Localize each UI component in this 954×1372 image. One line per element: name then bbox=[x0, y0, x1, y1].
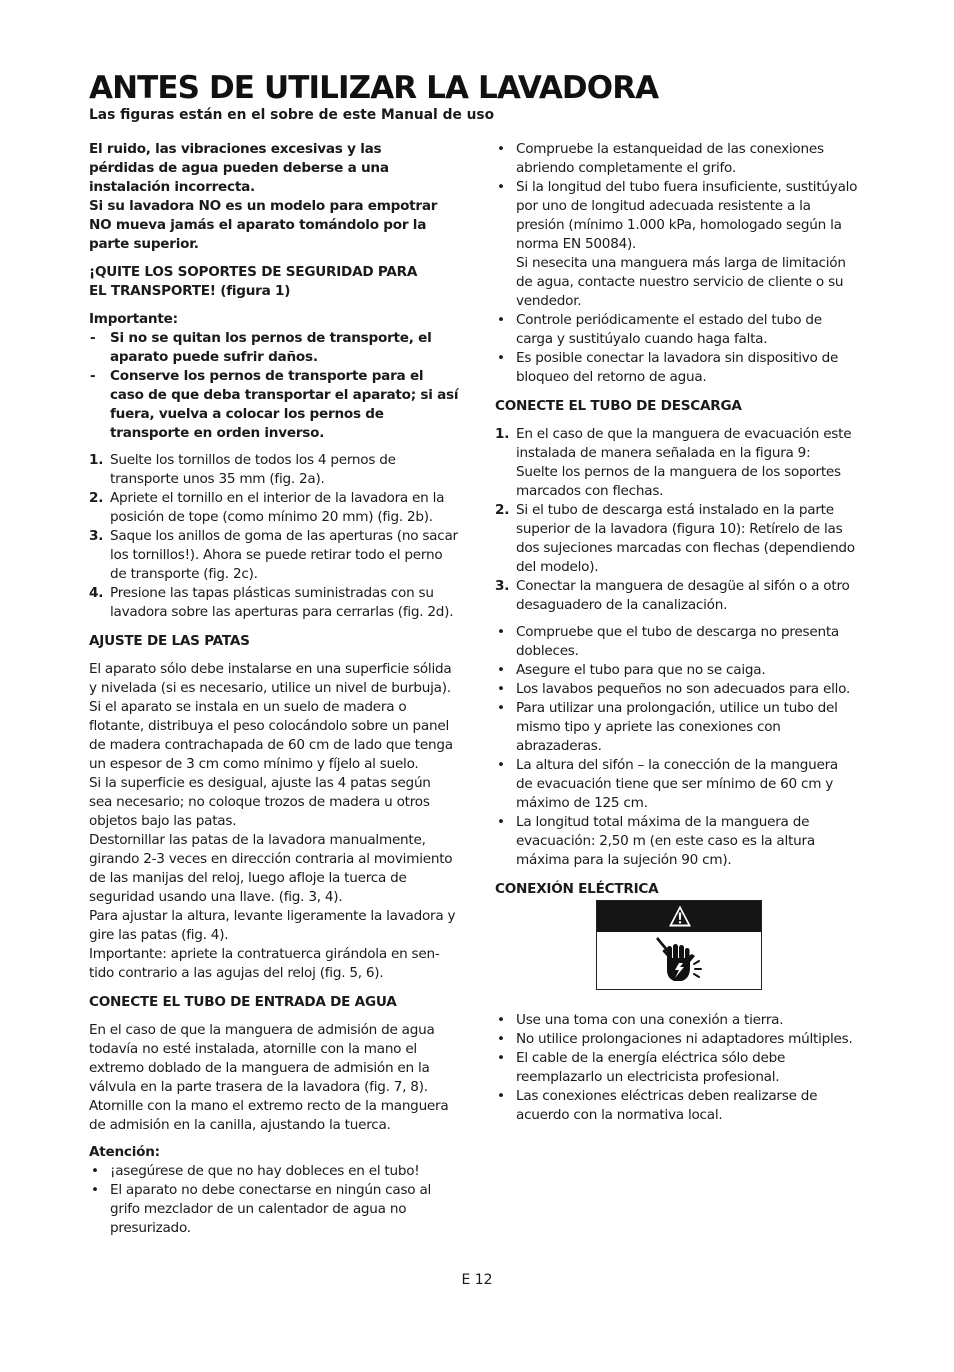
text-line: flotante, distribuya el peso colocándolo sobre un panel bbox=[89, 718, 449, 734]
intro-line: instalación incorrecta. bbox=[89, 179, 255, 195]
important-list bbox=[89, 329, 461, 443]
step-number: 3. bbox=[89, 528, 104, 544]
step-number: 1. bbox=[89, 452, 104, 468]
list-item bbox=[495, 577, 867, 615]
text-line: sea necesario; no coloque trozos de madera u otros bbox=[89, 794, 430, 810]
list-item bbox=[89, 584, 461, 622]
item-line: Compruebe la estanqueidad de las conexiones bbox=[516, 141, 824, 157]
bullet-marker: • bbox=[497, 179, 505, 195]
item-line: Suelte los pernos de la manguera de los soportes bbox=[516, 464, 841, 480]
important-label: Importante: bbox=[89, 311, 178, 327]
item-line: grifo mezclador de un calentador de agua no bbox=[110, 1201, 407, 1217]
intro-line: pérdidas de agua pueden deberse a una bbox=[89, 160, 389, 176]
item-line: del modelo). bbox=[516, 559, 599, 575]
bullet-marker: • bbox=[497, 662, 505, 678]
item-line: máxima para la sujeción 90 cm). bbox=[516, 852, 732, 868]
list-item bbox=[495, 1087, 867, 1125]
item-line: El aparato no debe conectarse en ningún caso al bbox=[110, 1182, 432, 1198]
item-line: lavadora sobre las aperturas para cerrarlas (fig. 2d). bbox=[110, 604, 454, 620]
electric-shock-hand-icon bbox=[650, 934, 710, 988]
text-line: de admisión en la canilla, ajustando la tuerca. bbox=[89, 1117, 391, 1133]
item-line: Saque los anillos de goma de las aperturas (no sacar bbox=[110, 528, 458, 544]
heading-line: ¡QUITE LOS SOPORTES DE SEGURIDAD PARA bbox=[89, 264, 418, 280]
text-line: El aparato sólo debe instalarse en una superficie sólida bbox=[89, 661, 452, 677]
drain-heading: CONECTE EL TUBO DE DESCARGA bbox=[495, 398, 742, 414]
intro-line: Si su lavadora NO es un modelo para empotrar bbox=[89, 198, 438, 214]
text-line: tido contrario a las agujas del reloj (fig. 5, 6). bbox=[89, 965, 384, 981]
item-line: Use una toma con una conexión a tierra. bbox=[516, 1012, 784, 1028]
attention-list bbox=[89, 1162, 461, 1238]
item-line: posición de tope (como mínimo 20 mm) (fig. 2b). bbox=[110, 509, 433, 525]
item-line: Si la longitud del tubo fuera insuficiente, sustitúyalo bbox=[516, 179, 858, 195]
item-line: bloqueo del retorno de agua. bbox=[516, 369, 707, 385]
text-line: Destornillar las patas de la lavadora manualmente, bbox=[89, 832, 426, 848]
item-line: norma EN 50084). bbox=[516, 236, 637, 252]
list-item bbox=[89, 329, 461, 367]
step-number: 2. bbox=[495, 502, 510, 518]
text-line: todavía no esté instalada, atornille con la mano el bbox=[89, 1041, 417, 1057]
item-line: Apriete el tornillo en el interior de la lavadora en la bbox=[110, 490, 445, 506]
item-line: Los lavabos pequeños no son adecuados para ello. bbox=[516, 681, 851, 697]
step-number: 2. bbox=[89, 490, 104, 506]
transport-steps-list bbox=[89, 451, 461, 622]
item-line: caso de que deba transportar el aparato; si así bbox=[110, 387, 459, 403]
list-item bbox=[495, 699, 867, 756]
electric-warning-pictogram bbox=[596, 900, 762, 990]
dash-marker: - bbox=[90, 330, 96, 346]
text-line: Para ajustar la altura, levante ligeramente la lavadora y bbox=[89, 908, 456, 924]
right-column bbox=[495, 140, 867, 899]
warning-banner bbox=[597, 901, 761, 932]
drain-checks-list bbox=[495, 623, 867, 870]
item-line: En el caso de que la manguera de evacuación este bbox=[516, 426, 852, 442]
item-line: vendedor. bbox=[516, 293, 582, 309]
intro-line: parte superior. bbox=[89, 236, 199, 252]
bullet-marker: • bbox=[91, 1182, 99, 1198]
text-line: objetos bajo las patas. bbox=[89, 813, 237, 829]
step-number: 3. bbox=[495, 578, 510, 594]
list-item bbox=[495, 311, 867, 349]
item-line: La altura del sifón – la conección de la manguera bbox=[516, 757, 839, 773]
bullet-marker: • bbox=[497, 814, 505, 830]
item-line: de evacuación tiene que ser mínimo de 60 cm y bbox=[516, 776, 834, 792]
list-item bbox=[89, 1181, 461, 1238]
item-line: Conectar la manguera de desagüe al sifón o a otro bbox=[516, 578, 850, 594]
item-line: presurizado. bbox=[110, 1220, 191, 1236]
electric-section bbox=[495, 1011, 867, 1125]
item-line: máximo de 125 cm. bbox=[516, 795, 648, 811]
list-item bbox=[495, 1011, 867, 1030]
bullet-marker: • bbox=[497, 141, 505, 157]
text-line: En el caso de que la manguera de admisión de agua bbox=[89, 1022, 435, 1038]
text-line: válvula en la parte trasera de la lavadora (fig. 7, 8). bbox=[89, 1079, 428, 1095]
item-line: acuerdo con la normativa local. bbox=[516, 1107, 723, 1123]
list-item bbox=[495, 425, 867, 501]
item-line: superior de la lavadora (figura 10): Retírelo de las bbox=[516, 521, 843, 537]
text-line: un espesor de 3 cm como mínimo y fíjelo al suelo. bbox=[89, 756, 419, 772]
feet-text bbox=[89, 660, 461, 983]
intro-line: NO mueva jamás el aparato tomándolo por la bbox=[89, 217, 427, 233]
heading-line: EL TRANSPORTE! (figura 1) bbox=[89, 283, 291, 299]
step-number: 4. bbox=[89, 585, 104, 601]
item-line: mismo tipo y apriete las conexiones con abrazaderas. bbox=[516, 719, 781, 754]
item-line: dos sujeciones marcadas con flechas (dependiendo bbox=[516, 540, 855, 556]
bullet-marker: • bbox=[497, 1050, 505, 1066]
item-line: por uno de longitud adecuada resistente a la bbox=[516, 198, 811, 214]
item-line: abriendo completamente el grifo. bbox=[516, 160, 736, 176]
feet-heading: AJUSTE DE LAS PATAS bbox=[89, 633, 250, 649]
item-line: aparato puede sufrir daños. bbox=[110, 349, 318, 365]
item-line: Conserve los pernos de transporte para el bbox=[110, 368, 424, 384]
item-line: ¡asegúrese de que no hay dobleces en el tubo! bbox=[110, 1163, 420, 1179]
item-line: fuera, vuelva a colocar los pernos de bbox=[110, 406, 384, 422]
page-title: ANTES DE UTILIZAR LA LAVADORA bbox=[89, 70, 659, 106]
bullet-marker: • bbox=[497, 757, 505, 773]
item-line: No utilice prolongaciones ni adaptadores múltiples. bbox=[516, 1031, 853, 1047]
text-line: de madera contrachapada de 60 cm de lado que tenga bbox=[89, 737, 453, 753]
text-line: extremo doblado de la manguera de admisión en la bbox=[89, 1060, 430, 1076]
inlet-checks-list bbox=[495, 140, 867, 387]
item-line: Asegure el tubo para que no se caiga. bbox=[516, 662, 766, 678]
item-line: La longitud total máxima de la manguera de bbox=[516, 814, 810, 830]
warning-triangle-icon bbox=[668, 904, 692, 928]
text-line: Atornille con la mano el extremo recto de la manguera bbox=[89, 1098, 449, 1114]
item-line: dobleces. bbox=[516, 643, 579, 659]
left-column bbox=[89, 140, 461, 1238]
text-line: Si el aparato se instala en un suelo de madera o bbox=[89, 699, 407, 715]
electric-heading: CONEXIÓN ELÉCTRICA bbox=[495, 881, 659, 897]
bullet-marker: • bbox=[497, 700, 505, 716]
remove-supports-heading bbox=[89, 263, 461, 301]
item-line: reemplazarlo un electricista profesional. bbox=[516, 1069, 780, 1085]
text-line: gire las patas (fig. 4). bbox=[89, 927, 229, 943]
bullet-marker: • bbox=[497, 312, 505, 328]
dash-marker: - bbox=[90, 368, 96, 384]
text-line: de las manijas del reloj, luego afloje la tuerca de bbox=[89, 870, 407, 886]
list-item bbox=[495, 1030, 867, 1049]
intro-line: El ruido, las vibraciones excesivas y las bbox=[89, 141, 382, 157]
list-item bbox=[89, 1162, 461, 1181]
item-line: Es posible conectar la lavadora sin dispositivo de bbox=[516, 350, 839, 366]
inlet-text bbox=[89, 1021, 461, 1135]
page-number: E 12 bbox=[461, 1272, 493, 1288]
text-line: Importante: apriete la contratuerca girándola en sen- bbox=[89, 946, 440, 962]
text-line: girando 2-3 veces en dirección contraria al movimiento bbox=[89, 851, 453, 867]
item-line: Compruebe que el tubo de descarga no presenta bbox=[516, 624, 839, 640]
list-item bbox=[89, 527, 461, 584]
list-item bbox=[89, 451, 461, 489]
item-line: Presione las tapas plásticas suministradas con su bbox=[110, 585, 434, 601]
text-line: Si la superficie es desigual, ajuste las 4 patas según bbox=[89, 775, 431, 791]
item-line: carga y sustitúyalo cuando haga falta. bbox=[516, 331, 768, 347]
list-item bbox=[495, 813, 867, 870]
item-line: marcados con flechas. bbox=[516, 483, 664, 499]
text-line: seguridad usando una llave. (fig. 3, 4). bbox=[89, 889, 343, 905]
list-item bbox=[495, 178, 867, 311]
item-line: Para utilizar una prolongación, utilice un tubo del bbox=[516, 700, 838, 716]
attention-label: Atención: bbox=[89, 1144, 160, 1160]
text-line: y nivelada (si es necesario, utilice un nivel de burbuja). bbox=[89, 680, 451, 696]
item-line: Controle periódicamente el estado del tubo de bbox=[516, 312, 822, 328]
item-line: Las conexiones eléctricas deben realizarse de bbox=[516, 1088, 818, 1104]
step-number: 1. bbox=[495, 426, 510, 442]
list-item bbox=[495, 501, 867, 577]
bullet-marker: • bbox=[91, 1163, 99, 1179]
item-line: instalada de manera señalada en la figura 9: bbox=[516, 445, 811, 461]
drain-steps-list bbox=[495, 425, 867, 615]
item-line: El cable de la energía eléctrica sólo debe bbox=[516, 1050, 786, 1066]
list-item bbox=[495, 349, 867, 387]
list-item bbox=[495, 623, 867, 661]
electric-list bbox=[495, 1011, 867, 1125]
list-item bbox=[495, 1049, 867, 1087]
list-item bbox=[495, 140, 867, 178]
bullet-marker: • bbox=[497, 1012, 505, 1028]
bullet-marker: • bbox=[497, 1031, 505, 1047]
item-line: de transporte (fig. 2c). bbox=[110, 566, 258, 582]
inlet-heading: CONECTE EL TUBO DE ENTRADA DE AGUA bbox=[89, 994, 397, 1010]
list-item bbox=[495, 661, 867, 680]
bullet-marker: • bbox=[497, 350, 505, 366]
item-line: Suelte los tornillos de todos los 4 pernos de bbox=[110, 452, 396, 468]
list-item bbox=[495, 680, 867, 699]
item-line: Si nesecita una manguera más larga de limitación bbox=[516, 255, 846, 271]
bullet-marker: • bbox=[497, 681, 505, 697]
item-line: de agua, contacte nuestro servicio de cliente o su bbox=[516, 274, 844, 290]
item-line: transporte unos 35 mm (fig. 2a). bbox=[110, 471, 325, 487]
item-line: evacuación: 2,50 m (en este caso es la altura bbox=[516, 833, 815, 849]
bullet-marker: • bbox=[497, 624, 505, 640]
item-line: Si el tubo de descarga está instalado en la parte bbox=[516, 502, 834, 518]
item-line: los tornillos!). Ahora se puede retirar todo el perno bbox=[110, 547, 443, 563]
intro-warning bbox=[89, 140, 461, 254]
bullet-marker: • bbox=[497, 1088, 505, 1104]
item-line: Si no se quitan los pernos de transporte, el bbox=[110, 330, 432, 346]
list-item bbox=[89, 367, 461, 443]
page-subtitle: Las figuras están en el sobre de este Manual de uso bbox=[89, 107, 495, 123]
item-line: desaguadero de la canalización. bbox=[516, 597, 728, 613]
item-line: transporte en orden inverso. bbox=[110, 425, 325, 441]
item-line: presión (mínimo 1.000 kPa, homologado según la bbox=[516, 217, 842, 233]
list-item bbox=[89, 489, 461, 527]
list-item bbox=[495, 756, 867, 813]
